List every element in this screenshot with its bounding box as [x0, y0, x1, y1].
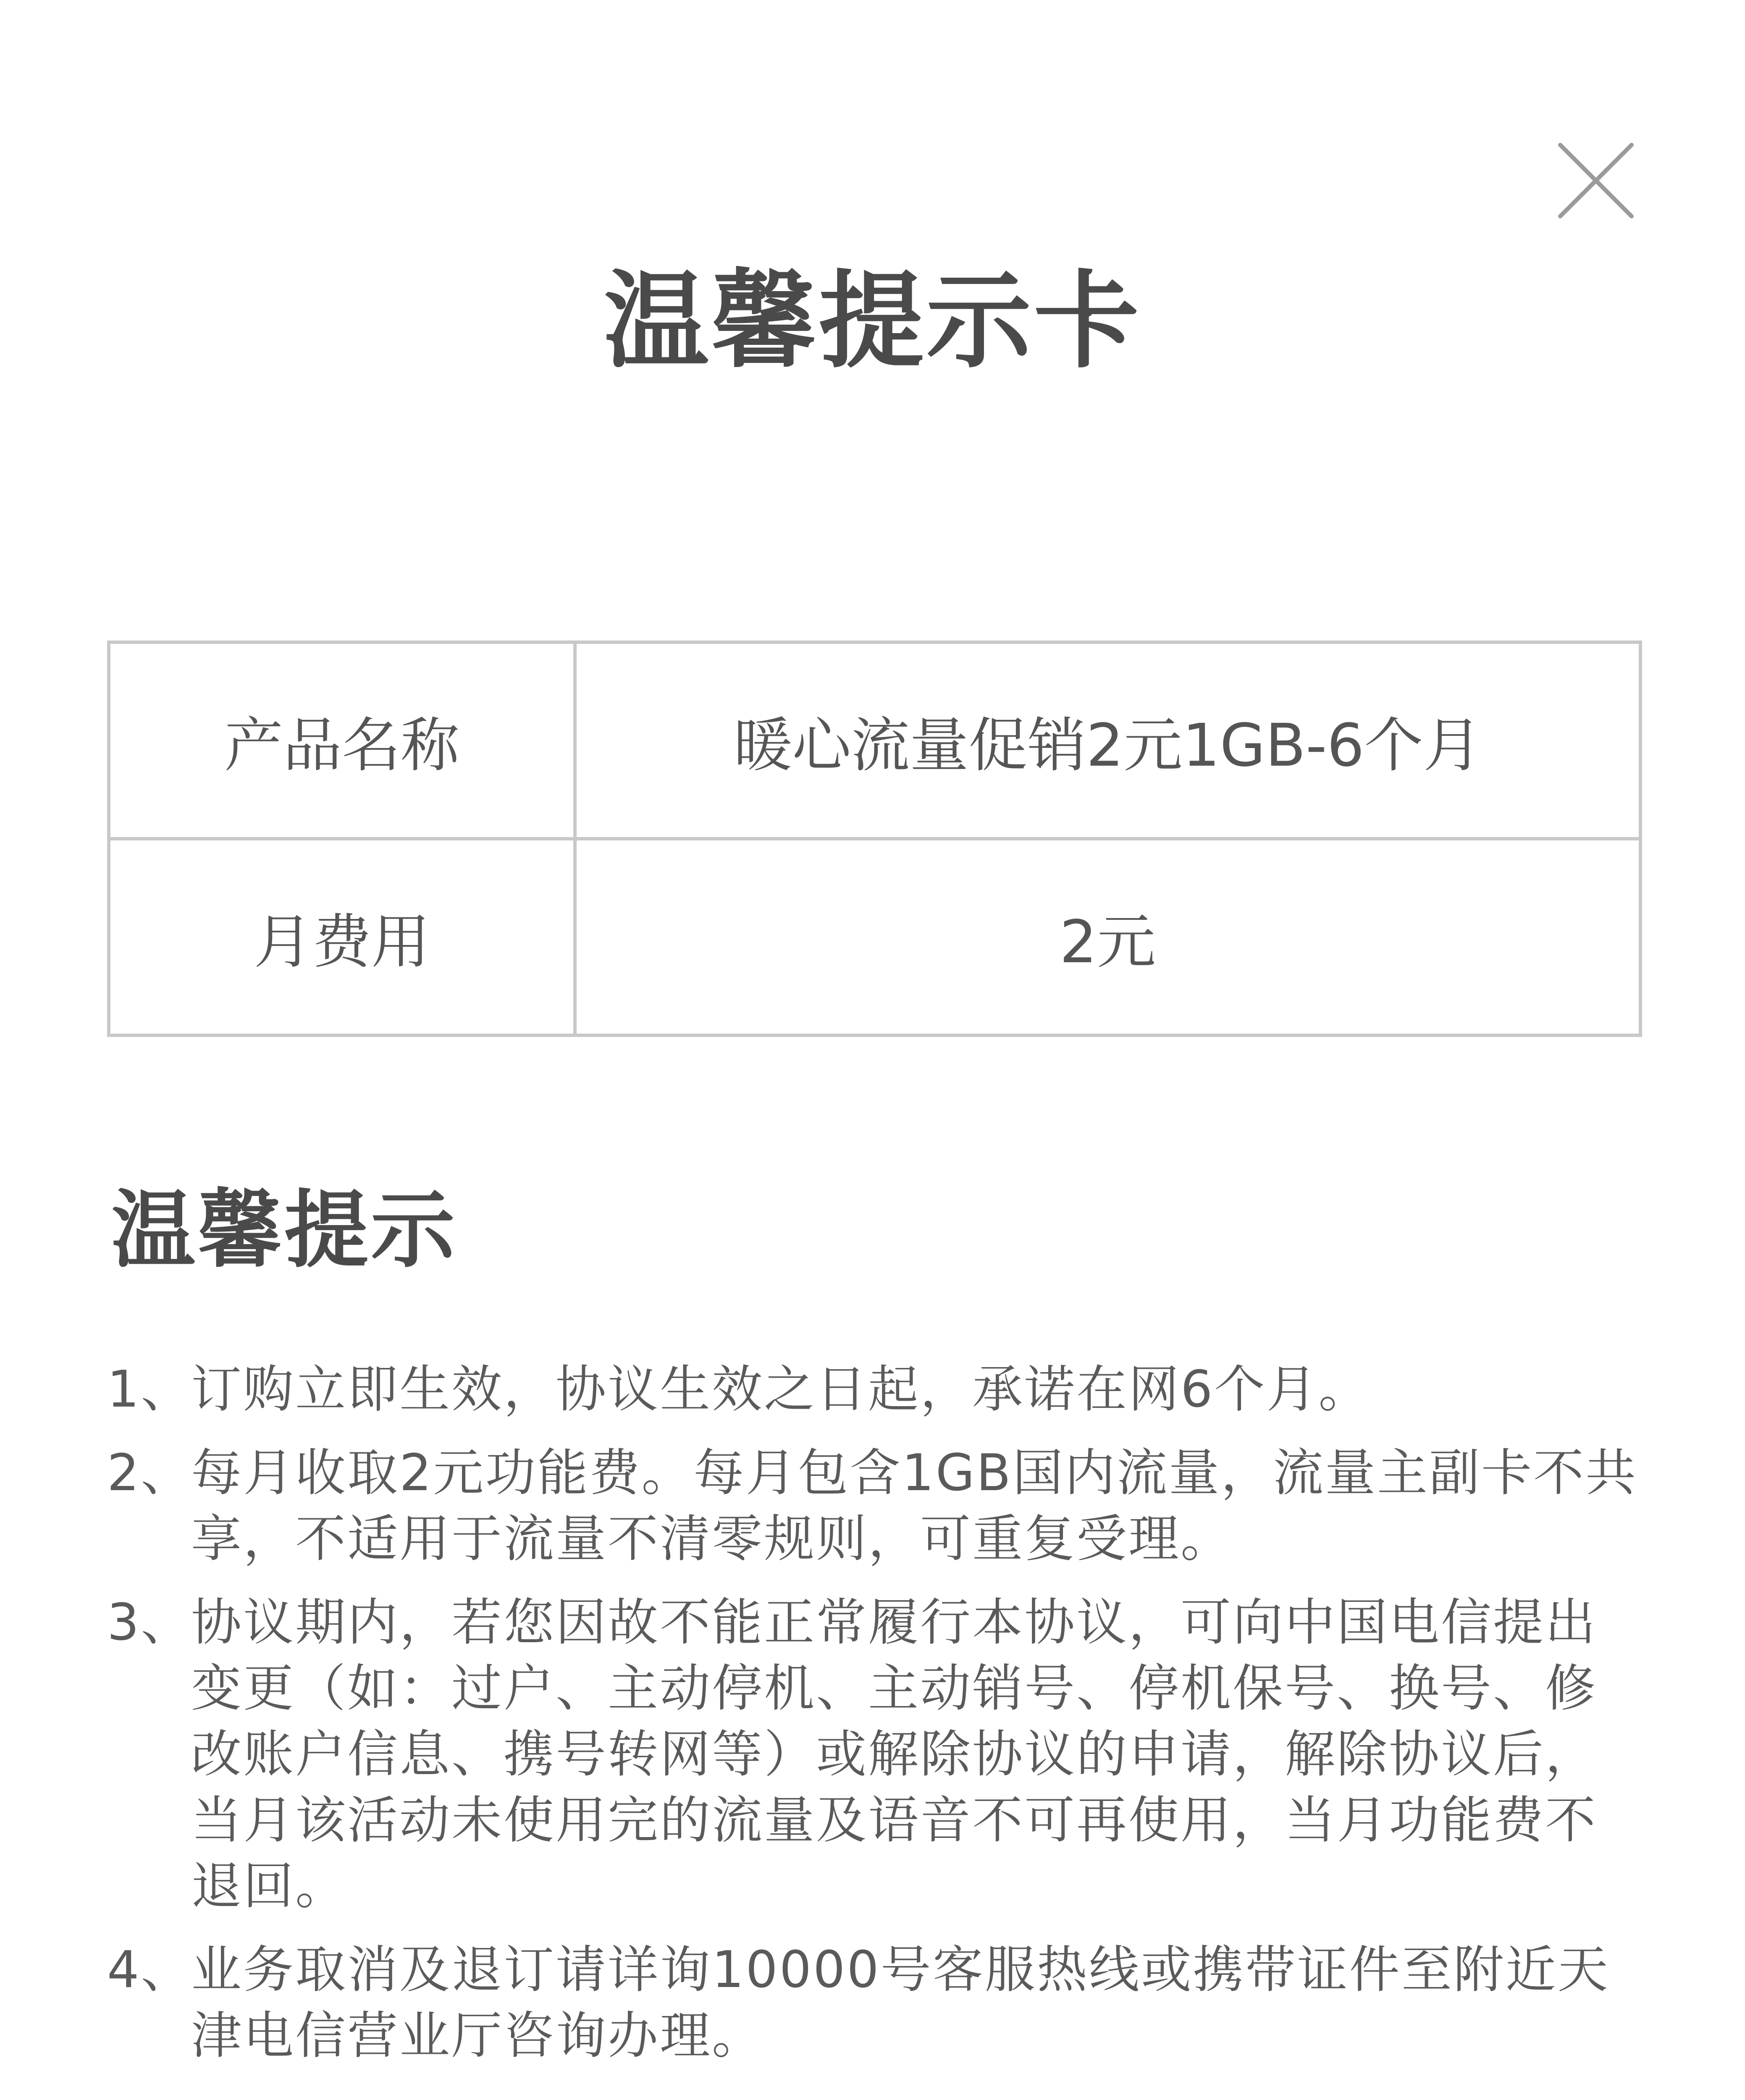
tip-number: 4、 [107, 1941, 193, 1999]
tip-number: 1、 [107, 1360, 193, 1419]
tip-text: 业务取消及退订请详询10000号客服热线或携带证件至附近天津电信营业厅咨询办理。 [191, 1941, 1610, 2065]
tip-text: 协议期内，若您因故不能正常履行本协议，可向中国电信提出变更（如：过户、主动停机、主动销号、停机保号、换号、修改账户信息、携号转网等）或解除协议的申请，解除协议后，当月该活动未使用完的流量及语音不可再使用，当月功能费不退回。 [191, 1593, 1597, 1916]
list-item [107, 1440, 1640, 1572]
tip-text: 订购立即生效，协议生效之日起，承诺在网6个月。 [191, 1360, 1371, 1419]
table-row [109, 642, 1640, 839]
product-info-table [107, 640, 1642, 1037]
tips-heading: 温馨提示 [111, 1181, 458, 1279]
tip-number: 3、 [107, 1593, 193, 1652]
dialog-title: 温馨提示卡 [604, 260, 1141, 382]
monthly-fee-label: 月费用 [109, 839, 575, 1035]
table-row [109, 839, 1640, 1035]
close-button[interactable] [1554, 139, 1638, 223]
product-name-label: 产品名称 [109, 642, 575, 839]
close-icon [1554, 139, 1638, 223]
tips-list [107, 1357, 1640, 2087]
tip-number: 2、 [107, 1444, 193, 1502]
monthly-fee-value: 2元 [575, 839, 1640, 1035]
list-item [107, 1357, 1640, 1423]
list-item [107, 1937, 1640, 2069]
list-item [107, 1590, 1640, 1919]
tip-text: 每月收取2元功能费。每月包含1GB国内流量，流量主副卡不共享，不适用于流量不清零规则，可重复受理。 [191, 1444, 1638, 1568]
product-name-value: 暖心流量促销2元1GB-6个月 [575, 642, 1640, 839]
